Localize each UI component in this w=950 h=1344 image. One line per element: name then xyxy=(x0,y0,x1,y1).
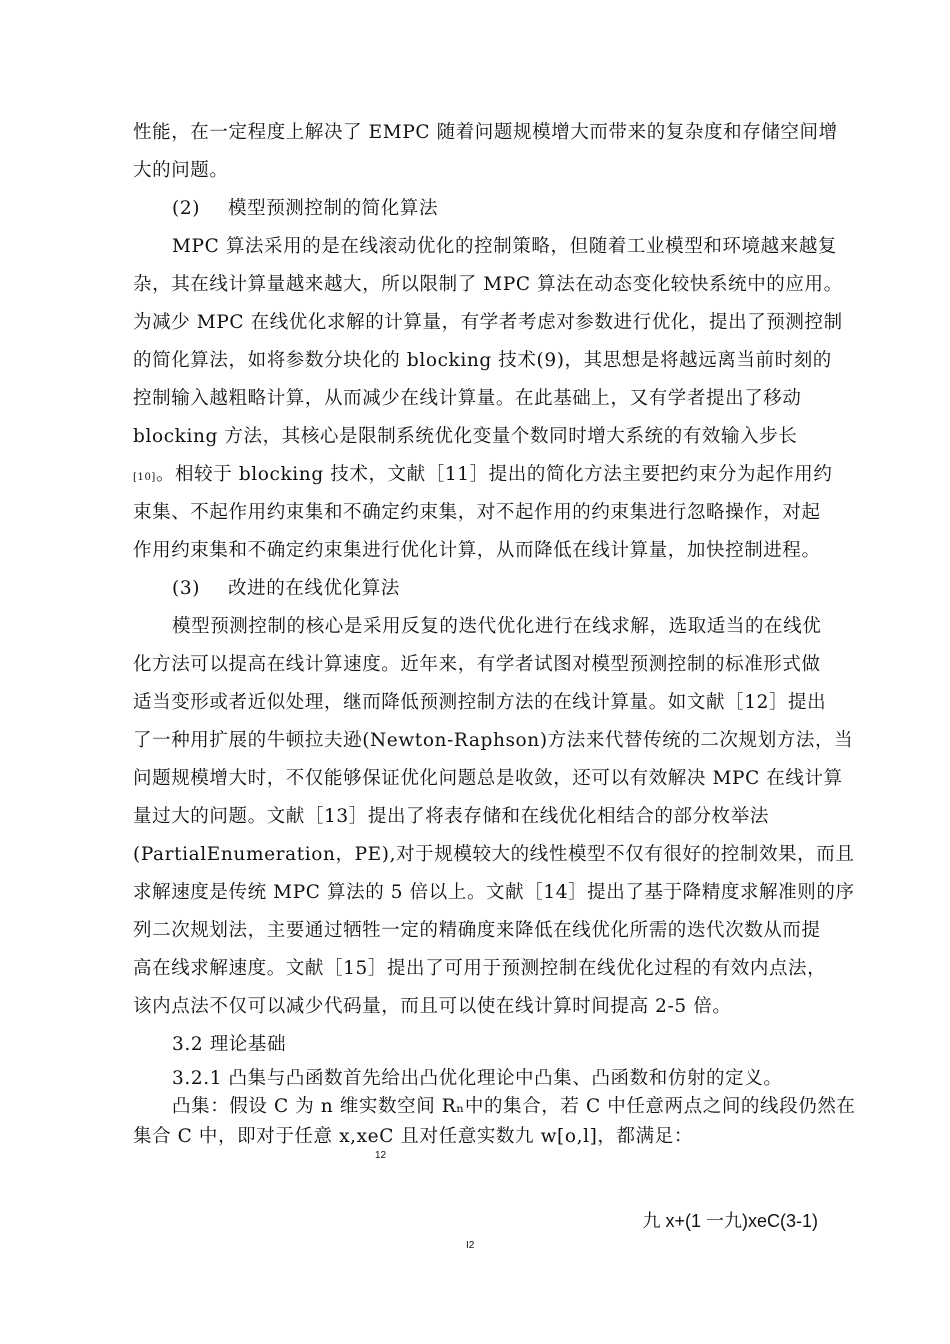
paragraph-3-line-6: 量过大的问题。文献［13］提出了将表存储和在线优化相结合的部分枚举法 xyxy=(133,806,769,827)
paragraph-3-line-4: 了一种用扩展的牛顿拉夫逊(Newton-Raphson)方法来代替传统的二次规划方法，当 xyxy=(133,730,854,751)
paragraph-2-line-7 xyxy=(133,462,833,491)
section-heading: 3.2 理论基础 xyxy=(172,1034,287,1055)
paragraph-2-line-2: 杂，其在线计算量越来越大，所以限制了 MPC 算法在动态变化较快系统中的应用。 xyxy=(133,274,843,295)
paragraph-3-line-10: 高在线求解速度。文献［15］提出了可用于预测控制在线优化过程的有效内点法， xyxy=(133,958,827,979)
paragraph-3-line-9: 列二次规划法，主要通过牺牲一定的精确度来降低在线优化所需的迭代次数从而提 xyxy=(133,920,821,941)
paragraph-2-line-1: MPC 算法采用的是在线滚动优化的控制策略，但随着工业模型和环境越来越复 xyxy=(172,236,838,257)
page-number: I2 xyxy=(466,1240,475,1251)
paragraph-2-line-5: 控制输入越粗略计算，从而减少在线计算量。在此基础上，又有学者提出了移动 xyxy=(133,388,802,409)
paragraph-3-line-8: 求解速度是传统 MPC 算法的 5 倍以上。文献［14］提出了基于降精度求解准则的序 xyxy=(133,882,855,903)
paragraph-3-line-11: 该内点法不仅可以减少代码量，而且可以使在线计算时间提高 2-5 倍。 xyxy=(133,996,732,1017)
subheading-2-title: 模型预测控制的简化算法 xyxy=(228,198,439,219)
subheading-2-number: (2) xyxy=(172,198,201,219)
paragraph-2-line-9: 作用约束集和不确定约束集进行优化计算，从而降低在线计算量，加快控制进程。 xyxy=(133,540,821,561)
paragraph-2-line-8: 束集、不起作用约束集和不确定约束集，对不起作用的约束集进行忽略操作，对起 xyxy=(133,502,821,523)
subsection-heading: 3.2.1 凸集与凸函数首先给出凸优化理论中凸集、凸函数和仿射的定义。 xyxy=(172,1068,783,1089)
citation-10: [10] xyxy=(133,472,156,483)
paragraph-1-line-2: 大的问题。 xyxy=(133,160,229,181)
subheading-2 xyxy=(172,196,872,222)
subheading-3-number: (3) xyxy=(172,578,201,599)
subheading-3-title: 改进的在线优化算法 xyxy=(228,578,400,599)
subheading-3 xyxy=(172,576,872,602)
paragraph-3-line-3: 适当变形或者近似处理，继而降低预测控制方法的在线计算量。如文献［12］提出 xyxy=(133,692,827,713)
formula-3-1: 九 x+(1 一九)xeC(3-1) xyxy=(642,1211,818,1231)
paragraph-2-line-6: blocking 方法，其核心是限制系统优化变量个数同时增大系统的有效输入步长 xyxy=(133,426,798,447)
definition-line-2: 集合 C 中，即对于任意 x,xeC 且对任意实数九 w[o,l]，都满足： xyxy=(133,1126,693,1147)
paragraph-3-line-2: 化方法可以提高在线计算速度。近年来，有学者试图对模型预测控制的标准形式做 xyxy=(133,654,821,675)
definition-subscript: 12 xyxy=(375,1150,387,1161)
definition-line-1: 凸集：假设 C 为 n 维实数空间 Rₙ中的集合，若 C 中任意两点之间的线段仍然在 xyxy=(172,1096,856,1117)
paragraph-3-line-7: (PartialEnumeration，PE),对于规模较大的线性模型不仅有很好的控制效果，而且 xyxy=(133,844,855,865)
paragraph-2-line-3: 为减少 MPC 在线优化求解的计算量，有学者考虑对参数进行优化，提出了预测控制 xyxy=(133,312,843,333)
paragraph-3-line-1: 模型预测控制的核心是采用反复的迭代优化进行在线求解，选取适当的在线优 xyxy=(172,616,822,637)
paragraph-1-line-1: 性能，在一定程度上解决了 EMPC 随着问题规模增大而带来的复杂度和存储空间增 xyxy=(133,122,838,143)
paragraph-2-line-7-text: 。相较于 blocking 技术，文献［11］提出的简化方法主要把约束分为起作用约 xyxy=(155,464,833,485)
paragraph-3-line-5: 问题规模增大时，不仅能够保证优化问题总是收敛，还可以有效解决 MPC 在线计算 xyxy=(133,768,843,789)
paragraph-2-line-4: 的简化算法，如将参数分块化的 blocking 技术(9)，其思想是将越远离当前时刻的 xyxy=(133,350,832,371)
